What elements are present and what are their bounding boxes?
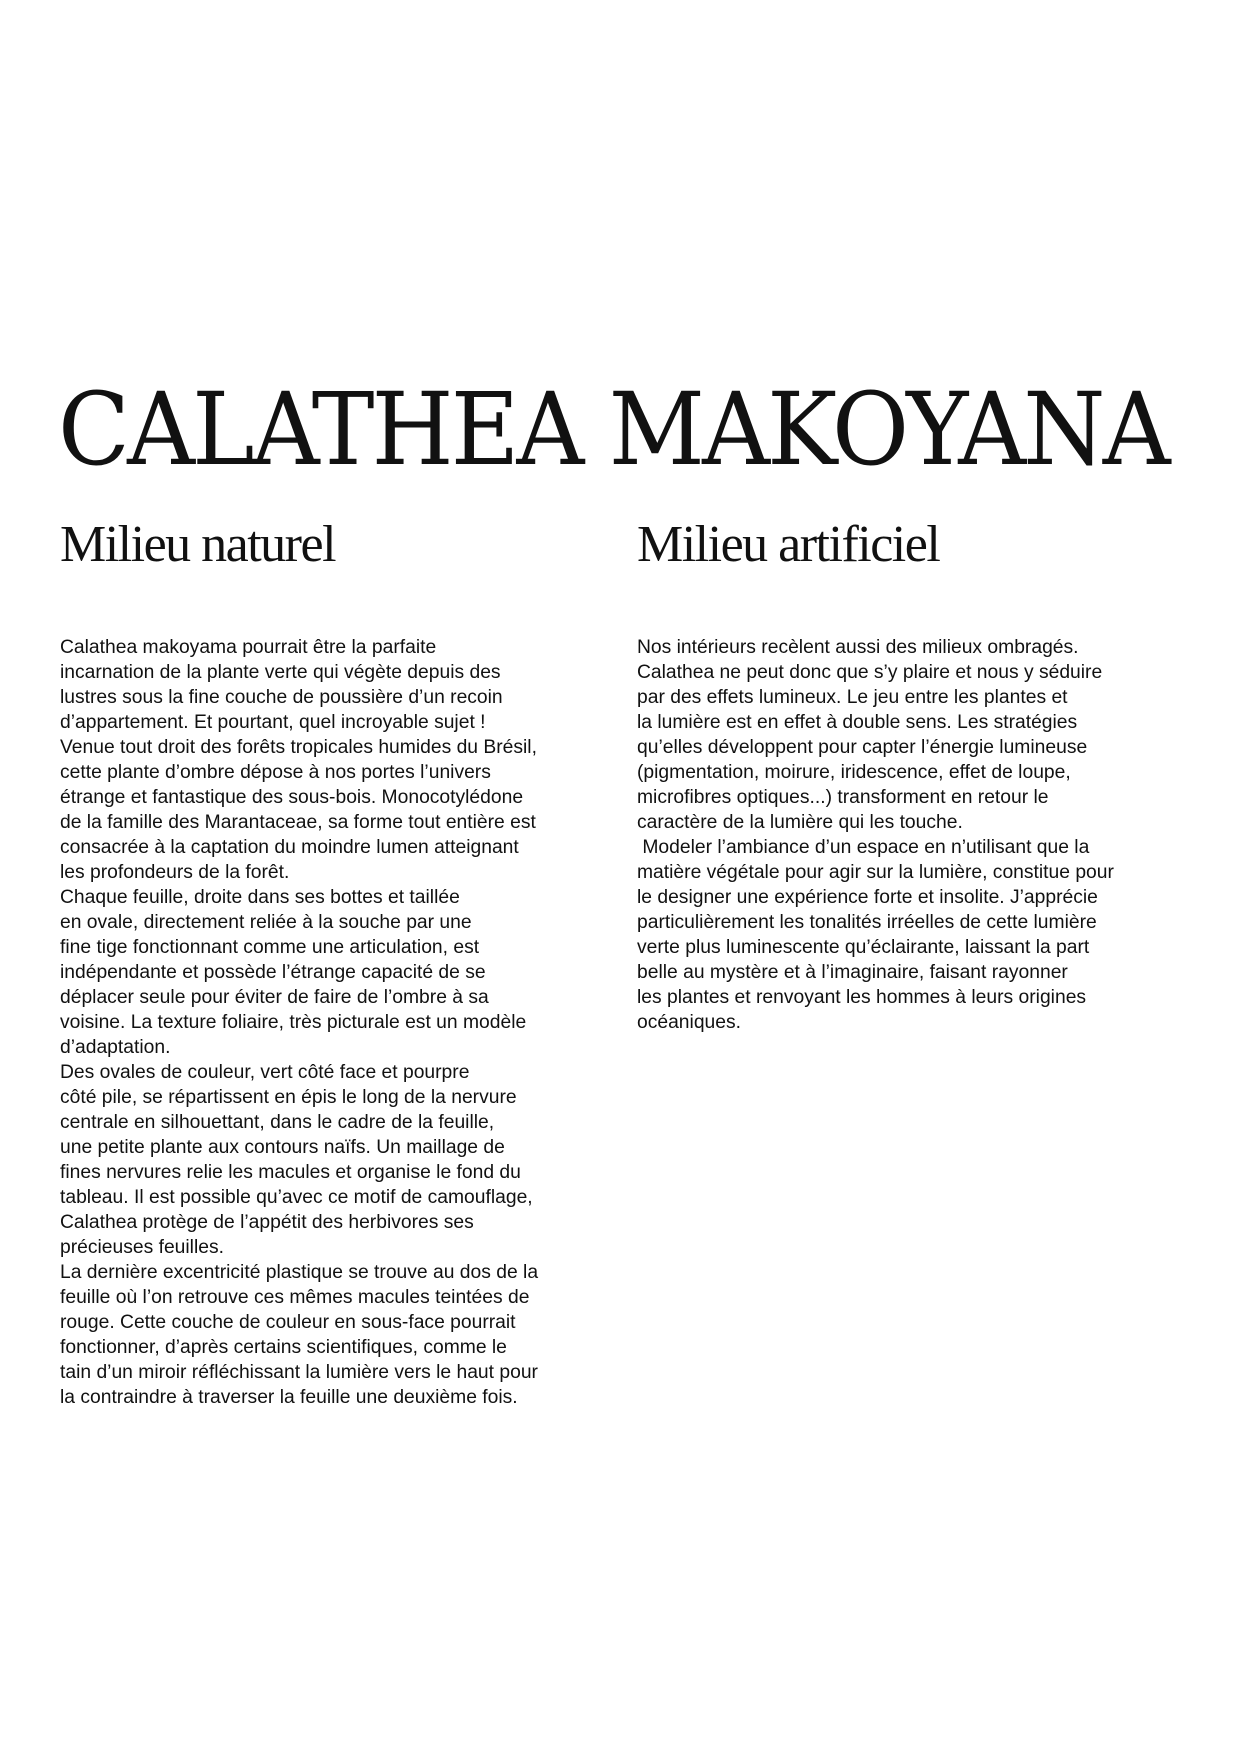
text-line: centrale en silhouettant, dans le cadre de la feuille,: [60, 1112, 495, 1133]
natural-habitat-heading: Milieu naturel: [60, 516, 336, 573]
text-line: La dernière excentricité plastique se trouve au dos de la: [60, 1262, 539, 1283]
artificial-habitat-column: [637, 515, 1197, 1035]
text-line: la lumière est en effet à double sens. Les stratégies: [637, 712, 1078, 733]
text-line: étrange et fantastique des sous-bois. Monocotylédone: [60, 787, 524, 808]
text-line: caractère de la lumière qui les touche.: [637, 812, 963, 833]
text-line: incarnation de la plante verte qui végète depuis des: [60, 662, 501, 683]
text-line: (pigmentation, moirure, iridescence, effet de loupe,: [637, 762, 1071, 783]
text-line: indépendante et possède l’étrange capacité de se: [60, 962, 486, 983]
text-line: Des ovales de couleur, vert côté face et pourpre: [60, 1062, 470, 1083]
text-line: Nos intérieurs recèlent aussi des milieux ombragés.: [637, 637, 1079, 658]
text-line: particulièrement les tonalités irréelles de cette lumière: [637, 912, 1097, 933]
text-line: Calathea makoyama pourrait être la parfaite: [60, 637, 437, 658]
text-line: rouge. Cette couche de couleur en sous-face pourrait: [60, 1312, 516, 1333]
text-line: feuille où l’on retrouve ces mêmes macules teintées de: [60, 1287, 530, 1308]
text-line: verte plus luminescente qu’éclairante, laissant la part: [637, 937, 1090, 958]
natural-habitat-column: [60, 515, 620, 1410]
artificial-habitat-text: [637, 635, 1197, 1035]
text-line: précieuses feuilles.: [60, 1237, 224, 1258]
text-line: qu’elles développent pour capter l’énergie lumineuse: [637, 737, 1088, 758]
text-line: Modeler l’ambiance d’un espace en n’utilisant que la: [637, 837, 1090, 858]
text-line: belle au mystère et à l’imaginaire, faisant rayonner: [637, 962, 1068, 983]
text-line: la contraindre à traverser la feuille une deuxième fois.: [60, 1387, 518, 1408]
text-line: d’appartement. Et pourtant, quel incroyable sujet !: [60, 712, 486, 733]
text-line: consacrée à la captation du moindre lumen atteignant: [60, 837, 519, 858]
text-line: fonctionner, d’après certains scientifiques, comme le: [60, 1337, 507, 1358]
text-line: de la famille des Marantaceae, sa forme tout entière est: [60, 812, 536, 833]
text-line: fine tige fonctionnant comme une articulation, est: [60, 937, 480, 958]
text-line: une petite plante aux contours naïfs. Un maillage de: [60, 1137, 505, 1158]
natural-habitat-text: [60, 635, 620, 1410]
text-line: microfibres optiques...) transforment en retour le: [637, 787, 1049, 808]
text-line: matière végétale pour agir sur la lumière, constitue pour: [637, 862, 1114, 883]
text-line: cette plante d’ombre dépose à nos portes l’univers: [60, 762, 491, 783]
text-line: côté pile, se répartissent en épis le long de la nervure: [60, 1087, 517, 1108]
text-line: Chaque feuille, droite dans ses bottes et taillée: [60, 887, 460, 908]
artificial-habitat-heading: Milieu artificiel: [637, 516, 940, 573]
text-line: en ovale, directement reliée à la souche par une: [60, 912, 472, 933]
text-line: par des effets lumineux. Le jeu entre les plantes et: [637, 687, 1068, 708]
text-line: tain d’un miroir réfléchissant la lumière vers le haut pour: [60, 1362, 538, 1383]
text-line: Venue tout droit des forêts tropicales humides du Brésil,: [60, 737, 537, 758]
text-line: les plantes et renvoyant les hommes à leurs origines: [637, 987, 1087, 1008]
text-line: les profondeurs de la forêt.: [60, 862, 290, 883]
text-line: lustres sous la fine couche de poussière d’un recoin: [60, 687, 503, 708]
page-title: CALATHEA MAKOYANA: [58, 371, 1168, 488]
text-line: océaniques.: [637, 1012, 741, 1033]
text-line: fines nervures relie les macules et organise le fond du: [60, 1162, 521, 1183]
text-line: le designer une expérience forte et insolite. J’apprécie: [637, 887, 1098, 908]
text-line: voisine. La texture foliaire, très picturale est un modèle: [60, 1012, 527, 1033]
text-line: Calathea protège de l’appétit des herbivores ses: [60, 1212, 474, 1233]
text-line: tableau. Il est possible qu’avec ce motif de camouflage,: [60, 1187, 533, 1208]
text-line: d’adaptation.: [60, 1037, 171, 1058]
text-line: Calathea ne peut donc que s’y plaire et nous y séduire: [637, 662, 1103, 683]
text-line: déplacer seule pour éviter de faire de l’ombre à sa: [60, 987, 489, 1008]
